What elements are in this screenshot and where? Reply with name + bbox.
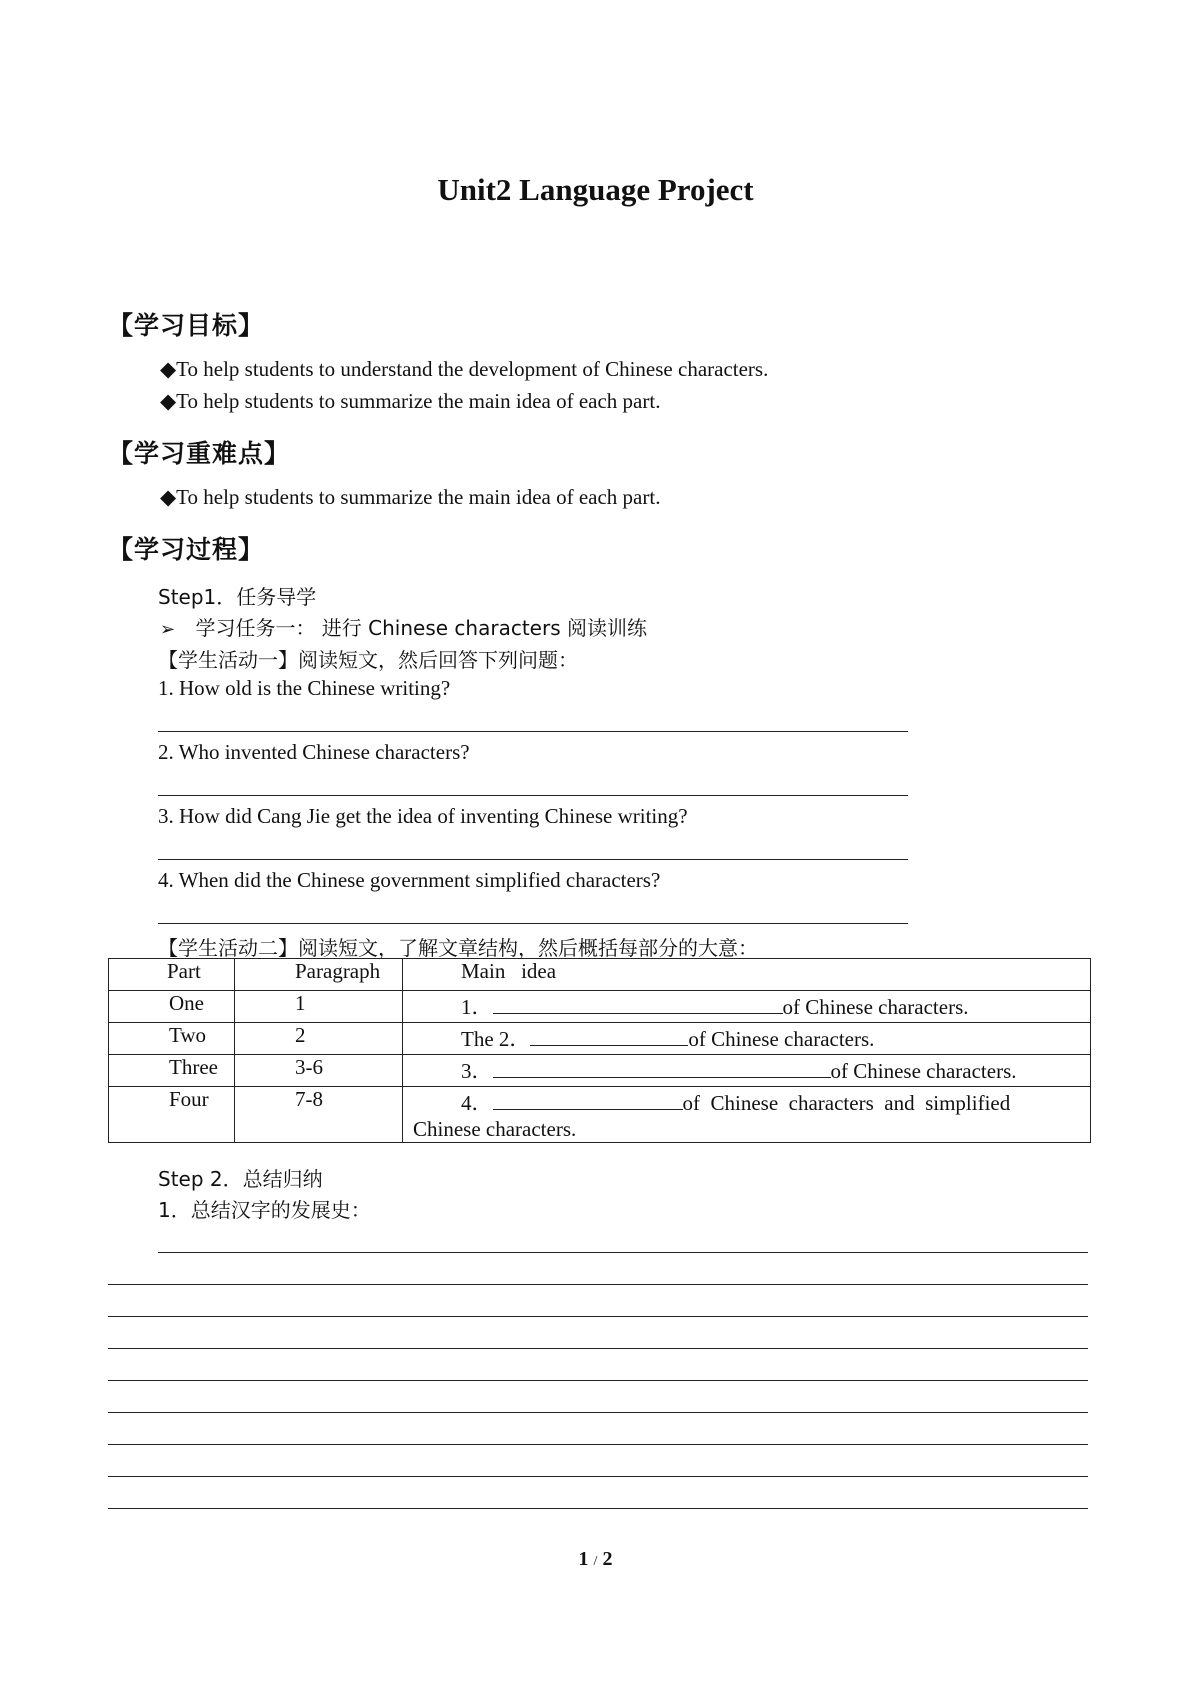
cell-main-idea: [403, 1087, 1091, 1143]
fill-blank[interactable]: [493, 1057, 831, 1078]
page-separator: /: [593, 1554, 598, 1569]
writing-line[interactable]: [108, 1412, 1088, 1413]
writing-line[interactable]: [158, 1252, 1088, 1253]
main-idea-suffix: of Chinese characters.: [782, 995, 969, 1019]
writing-line[interactable]: [108, 1444, 1088, 1445]
page-current: 1: [578, 1548, 589, 1570]
header-part: Part: [109, 959, 235, 991]
cell-main-idea: [403, 1023, 1091, 1055]
question-4: 4. When did the Chinese government simplified characters?: [158, 868, 661, 892]
page-total: 2: [602, 1548, 613, 1570]
cell-main-idea: [403, 1055, 1091, 1087]
objective-item: ◆To help students to summarize the main idea of each part.: [160, 389, 661, 413]
fill-blank[interactable]: [493, 993, 783, 1014]
main-idea-suffix-continued: Chinese characters.: [413, 1117, 577, 1141]
task1-line: [160, 612, 647, 641]
summary-prompt: 1．总结汉字的发展史：: [158, 1198, 371, 1222]
activity1-label: 【学生活动一】阅读短文，然后回答下列问题：: [158, 648, 578, 672]
structure-table: [108, 958, 1091, 1143]
header-main-idea: Main idea: [403, 959, 1091, 991]
fill-blank[interactable]: [493, 1089, 683, 1110]
process-heading: 【学习过程】: [108, 535, 265, 564]
writing-line[interactable]: [108, 1348, 1088, 1349]
writing-line[interactable]: [108, 1508, 1088, 1509]
writing-line[interactable]: [108, 1380, 1088, 1381]
cell-part: Three: [109, 1055, 235, 1087]
key-points-heading: 【学习重难点】: [108, 439, 291, 468]
answer-line-2[interactable]: [158, 795, 908, 796]
cell-part: One: [109, 991, 235, 1023]
main-idea-suffix: of Chinese characters.: [688, 1027, 875, 1051]
task1-text: 学习任务一： 进行 Chinese characters 阅读训练: [195, 616, 647, 640]
cell-paragraph: 1: [235, 991, 403, 1023]
main-idea-prefix: 4．: [461, 1091, 493, 1115]
cell-paragraph: 3-6: [235, 1055, 403, 1087]
cell-main-idea: [403, 991, 1091, 1023]
step2-label: Step 2．总结归纳: [158, 1167, 323, 1191]
table-header-row: [109, 959, 1091, 991]
answer-line-1[interactable]: [158, 731, 908, 732]
cell-paragraph: 2: [235, 1023, 403, 1055]
answer-line-3[interactable]: [158, 859, 908, 860]
cell-part: Two: [109, 1023, 235, 1055]
objective-item: ◆To help students to understand the development of Chinese characters.: [160, 357, 769, 381]
cell-part: Four: [109, 1087, 235, 1143]
objectives-heading: 【学习目标】: [108, 311, 265, 340]
writing-line[interactable]: [108, 1476, 1088, 1477]
table-row: [109, 1055, 1091, 1087]
main-idea-suffix: of Chinese characters.: [830, 1059, 1017, 1083]
table-row: [109, 991, 1091, 1023]
table-row: [109, 1087, 1091, 1143]
table-row: [109, 1023, 1091, 1055]
page-title: Unit2 Language Project: [437, 172, 754, 207]
activity2-label: 【学生活动二】阅读短文，了解文章结构，然后概括每部分的大意：: [158, 936, 758, 960]
answer-line-4[interactable]: [158, 923, 908, 924]
writing-line[interactable]: [108, 1316, 1088, 1317]
question-3: 3. How did Cang Jie get the idea of inventing Chinese writing?: [158, 804, 688, 828]
question-1: 1. How old is the Chinese writing?: [158, 676, 451, 700]
cell-paragraph: 7-8: [235, 1087, 403, 1143]
page-number: [0, 1548, 1191, 1571]
arrow-icon: ➢: [160, 619, 176, 640]
header-paragraph: Paragraph: [235, 959, 403, 991]
main-idea-suffix: of Chinese characters and simplified: [682, 1091, 1011, 1115]
main-idea-prefix: 3．: [461, 1059, 493, 1083]
fill-blank[interactable]: [530, 1025, 688, 1046]
question-2: 2. Who invented Chinese characters?: [158, 740, 470, 764]
writing-line[interactable]: [108, 1284, 1088, 1285]
main-idea-prefix: 1．: [461, 995, 493, 1019]
main-idea-prefix: The 2．: [461, 1027, 531, 1051]
step1-label: Step1．任务导学: [158, 585, 317, 609]
key-point-item: ◆To help students to summarize the main idea of each part.: [160, 485, 661, 509]
